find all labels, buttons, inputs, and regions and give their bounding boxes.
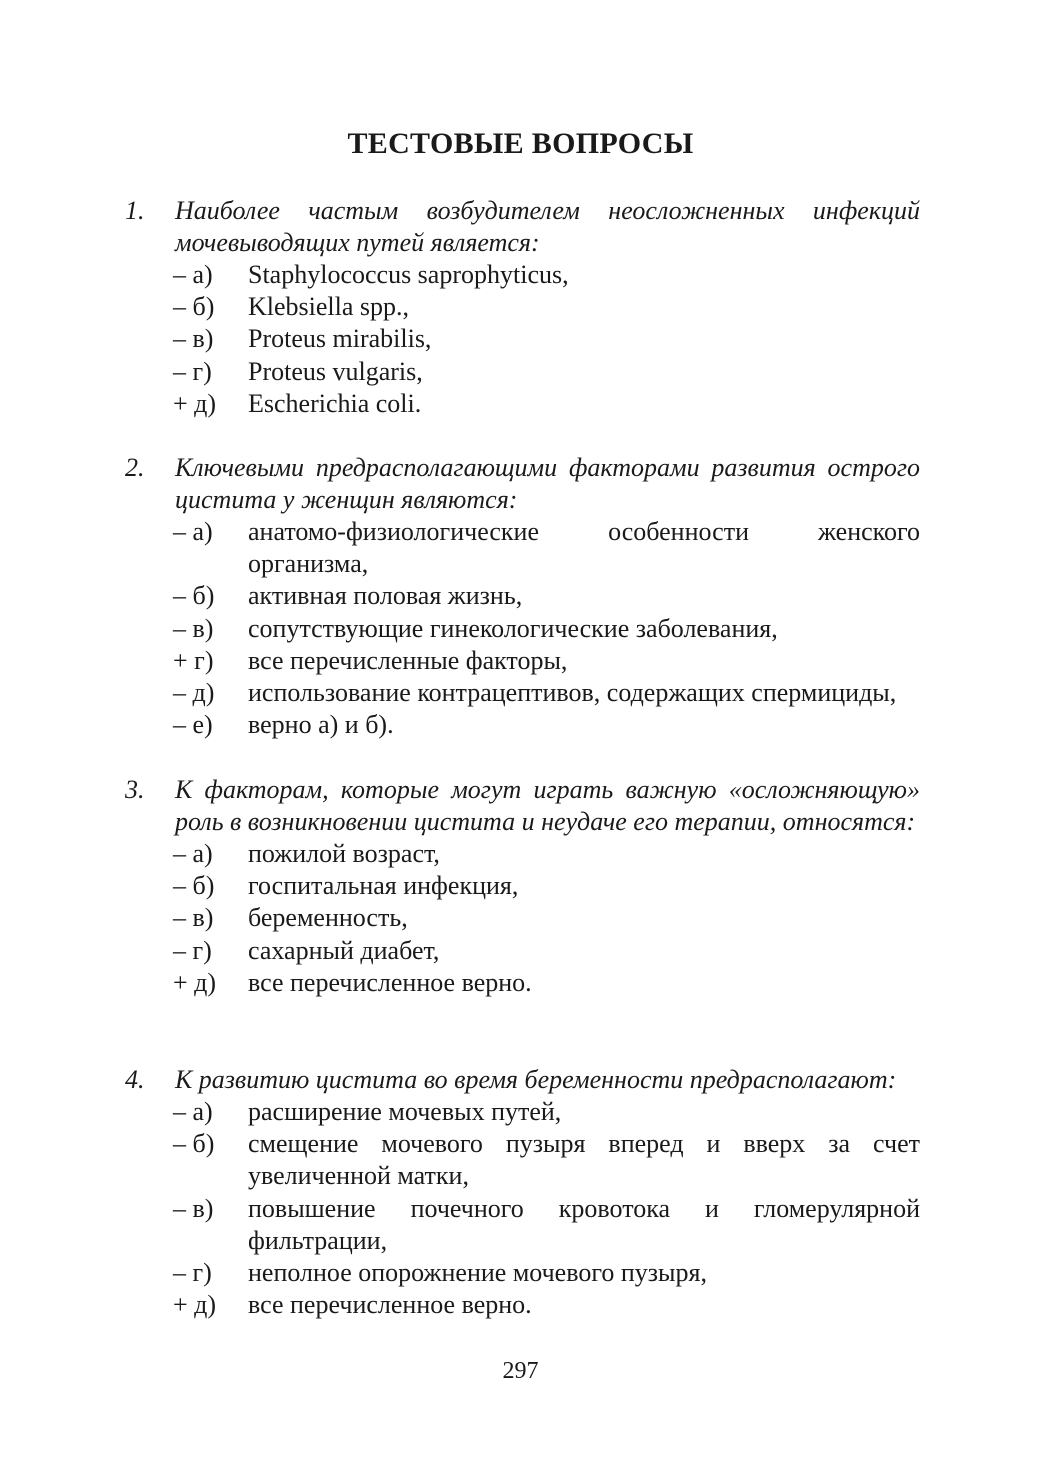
answer-option	[120, 677, 920, 709]
answer-marker: – г)	[173, 356, 212, 386]
answer-marker: – а)	[173, 839, 213, 868]
question-number: 3.	[125, 775, 145, 804]
question-number: 4.	[125, 1065, 145, 1094]
question-text: Ключевыми предрасполагающими факторами развития острого цистита у женщин являются:	[175, 453, 920, 514]
answer-option	[120, 1193, 920, 1257]
answer-option	[120, 580, 920, 612]
answer-marker: – в)	[173, 903, 214, 933]
answer-marker: – в)	[173, 324, 214, 354]
question-text: К факторам, которые могут играть важную «осложняющую» роль в возникновении цистита и неудаче его терапии, относятся:	[175, 775, 920, 836]
answer-text: госпитальная инфекция,	[248, 871, 519, 901]
question-number: 1.	[125, 196, 145, 225]
answer-marker: – д)	[173, 678, 215, 708]
answer-option	[120, 645, 920, 677]
answer-text: неполное опорожнение мочевого пузыря,	[248, 1258, 707, 1288]
answer-marker: – г)	[173, 935, 212, 965]
answer-marker: – б)	[173, 581, 215, 611]
answer-text: расширение мочевых путей,	[248, 1097, 562, 1126]
answer-option	[120, 870, 920, 902]
question-heading	[120, 1064, 920, 1096]
answer-option	[120, 516, 920, 580]
answer-text: верно а) и б).	[248, 710, 394, 740]
answer-text: пожилой возраст,	[248, 839, 440, 868]
answer-text: все перечисленное верно.	[248, 967, 532, 997]
answer-text: все перечисленные факторы,	[248, 645, 568, 675]
answer-option	[120, 967, 920, 999]
question-2	[120, 452, 920, 741]
answer-marker: – а)	[173, 260, 213, 289]
answer-text: Proteus vulgaris,	[248, 356, 423, 386]
answer-marker: – б)	[173, 1129, 215, 1159]
answer-marker: + д)	[173, 967, 217, 997]
answer-option	[120, 1128, 920, 1192]
answer-option	[120, 1289, 920, 1321]
answer-marker: – а)	[173, 517, 213, 546]
answer-marker: – г)	[173, 1258, 212, 1288]
answer-text: сопутствующие гинекологические заболевания,	[248, 613, 778, 643]
answer-text: беременность,	[248, 903, 408, 933]
answer-text: использование контрацептивов, содержащих спермициды,	[248, 678, 897, 708]
question-heading	[120, 774, 920, 838]
answer-marker: – а)	[173, 1097, 213, 1126]
answer-option	[120, 1257, 920, 1289]
answer-text: Staphylococcus saprophyticus,	[248, 260, 569, 289]
answer-marker: – б)	[173, 871, 215, 901]
answer-text: сахарный диабет,	[248, 935, 440, 965]
answer-marker: – е)	[173, 710, 213, 740]
question-heading	[120, 195, 920, 259]
answer-text: активная половая жизнь,	[248, 581, 523, 611]
answer-marker: – в)	[173, 1193, 214, 1223]
answer-marker: – б)	[173, 292, 215, 322]
question-heading	[120, 452, 920, 516]
answer-option	[120, 356, 920, 388]
answer-option	[120, 388, 920, 420]
answer-text: смещение мочевого пузыря вперед и вверх за счет увеличенной матки,	[248, 1129, 920, 1191]
answer-option	[120, 323, 920, 355]
answer-marker: + г)	[173, 645, 214, 675]
answer-option	[120, 709, 920, 741]
question-4	[120, 1064, 920, 1321]
answer-text: анатомо-физиологические особенности женского организма,	[248, 517, 920, 579]
page-number: 297	[502, 1358, 539, 1384]
answer-text: повышение почечного кровотока и гломерулярной фильтрации,	[248, 1193, 920, 1255]
question-3	[120, 774, 920, 999]
answer-option	[120, 613, 920, 645]
answer-text: Proteus mirabilis,	[248, 324, 432, 354]
answer-text: все перечисленное верно.	[248, 1290, 532, 1320]
answer-option	[120, 259, 920, 291]
answer-option	[120, 935, 920, 967]
answer-option	[120, 1096, 920, 1128]
answer-text: Escherichia coli.	[248, 388, 422, 418]
question-1	[120, 195, 920, 420]
question-number: 2.	[125, 453, 145, 482]
answer-marker: – в)	[173, 613, 214, 643]
page-title: ТЕСТОВЫЕ ВОПРОСЫ	[347, 127, 694, 160]
answer-option	[120, 291, 920, 323]
answer-marker: + д)	[173, 388, 217, 418]
answer-option	[120, 902, 920, 934]
question-text: К развитию цистита во время беременности предрасполагают:	[175, 1065, 897, 1094]
question-text: Наиболее частым возбудителем неосложненных инфекций мочевыводящих путей является:	[175, 196, 920, 257]
answer-marker: + д)	[173, 1290, 217, 1320]
answer-text: Klebsiella spp.,	[248, 292, 410, 322]
answer-option	[120, 838, 920, 870]
